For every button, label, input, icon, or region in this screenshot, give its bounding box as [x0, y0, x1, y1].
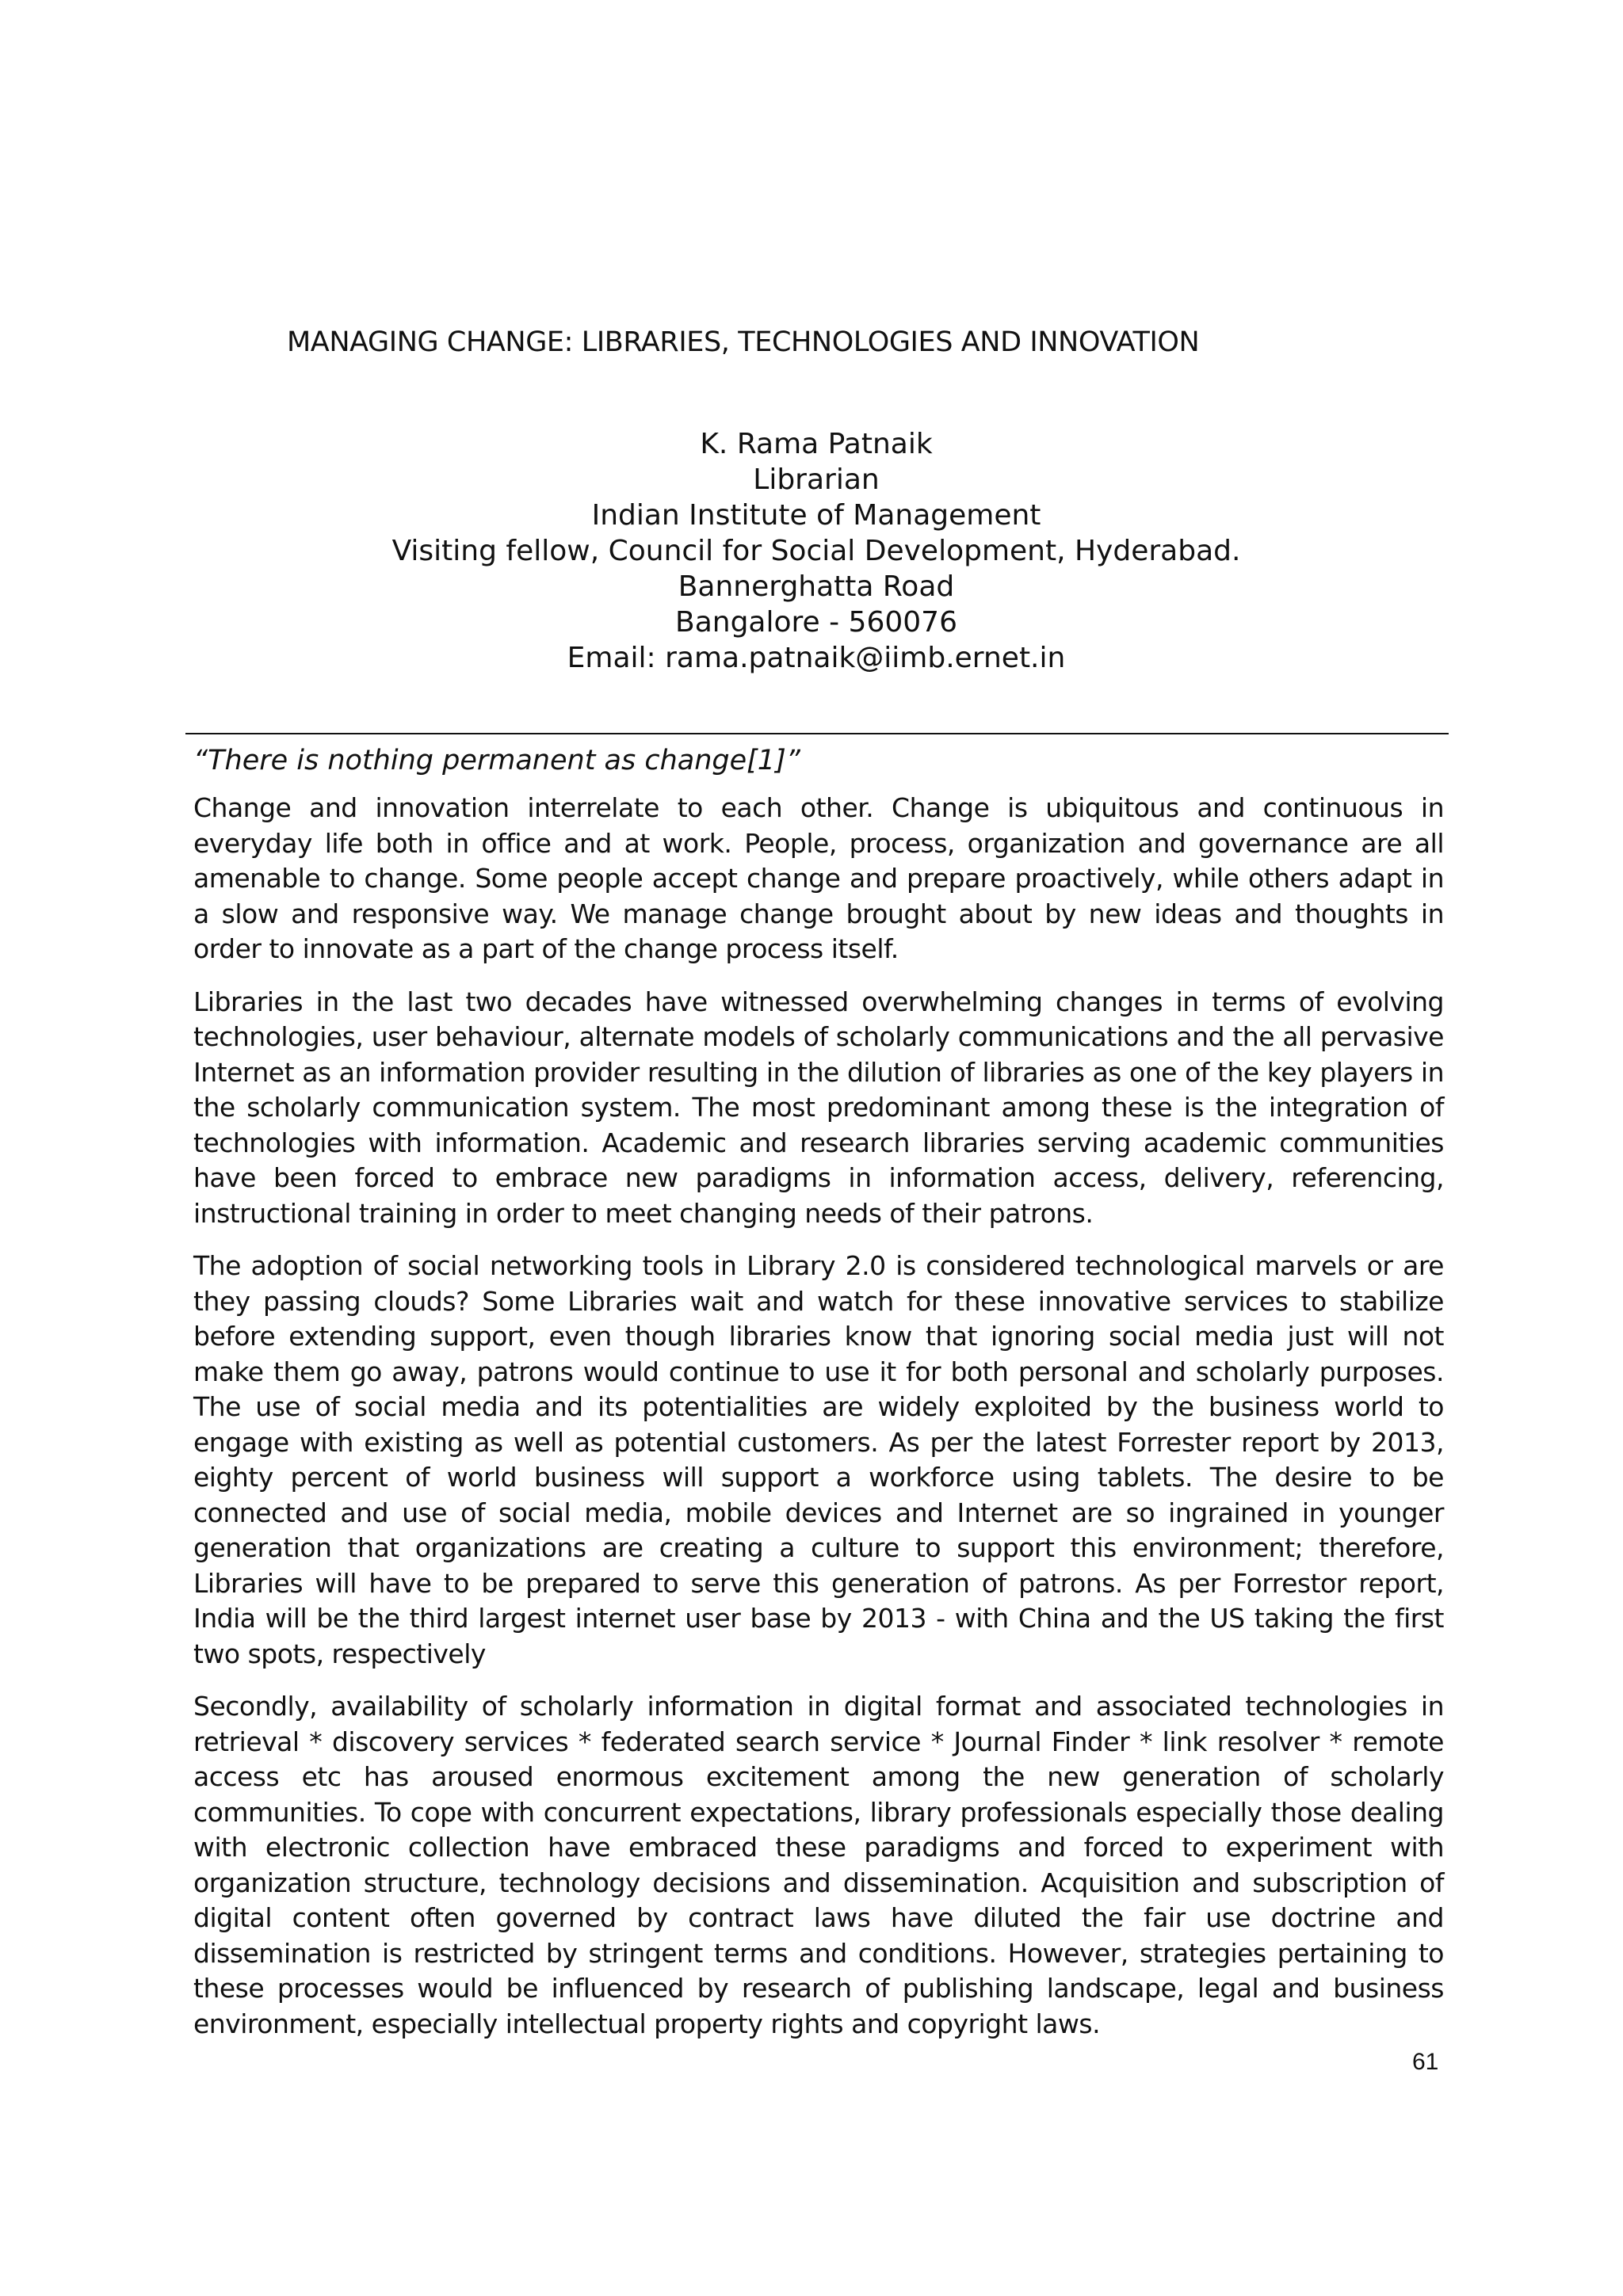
paper-title: MANAGING CHANGE: LIBRARIES, TECHNOLOGIES AND INNOVATION	[287, 326, 1200, 358]
author-city: Bangalore - 560076	[675, 606, 957, 639]
author-position: Librarian	[753, 463, 880, 496]
author-street: Bannerghatta Road	[678, 570, 955, 603]
author-name: K. Rama Patnaik	[700, 428, 933, 460]
paragraph-2: Libraries in the last two decades have witnessed overwhelming changes in terms of evolving technologies, user behaviour, alternate models of scholarly communications and the all pervasive Internet as an information provider resulting in the dilution of libraries as one of the key players in the scholarly communication system. The most predominant among these is the integration of technologies with information. Academic and research libraries serving academic communities have been forced to embrace new paradigms in information access, delivery, referencing, instructional training in order to meet changing needs of their patrons.	[193, 986, 1444, 1229]
paragraph-1: Change and innovation interrelate to each other. Change is ubiquitous and continuous in everyday life both in office and at work. People, process, organization and governance are all amenable to change. Some people accept change and prepare proactively, while others adapt in a slow and responsive way. We manage change brought about by new ideas and thoughts in order to innovate as a part of the change process itself.	[193, 792, 1444, 964]
page-number: 61	[1412, 2049, 1439, 2075]
section-divider	[185, 733, 1449, 734]
body-text	[193, 791, 1444, 2059]
epigraph-quote: “There is nothing permanent as change[1]”	[193, 745, 800, 776]
paragraph-3: The adoption of social networking tools in Library 2.0 is considered technological marvels or are they passing clouds? Some Libraries wait and watch for these innovative services to stabilize before extending support, even though libraries know that ignoring social media just will not make them go away, patrons would continue to use it for both personal and scholarly purposes. The use of social media and its potentialities are widely exploited by the business world to engage with existing as well as potential customers. As per the latest Forrester report by 2013, eighty percent of world business will support a workforce using tablets. The desire to be connected and use of social media, mobile devices and Internet are so ingrained in younger generation that organizations are creating a culture to support this environment; therefore, Libraries will have to be prepared to serve this generation of patrons. As per Forrestor report, India will be the third largest internet user base by 2013 - with China and the US taking the first two spots, respectively	[193, 1250, 1444, 1669]
author-institution: Indian Institute of Management	[591, 499, 1041, 532]
author-affiliation-block	[301, 426, 1331, 676]
paragraph-4: Secondly, availability of scholarly information in digital format and associated technologies in retrieval * discovery services * federated search service * Journal Finder * link resolver * remote access etc has aroused enormous excitement among the new generation of scholarly communities. To cope with concurrent expectations, library professionals especially those dealing with electronic collection have embraced these paradigms and forced to experiment with organization structure, technology decisions and dissemination. Acquisition and subscription of digital content often governed by contract laws have diluted the fair use doctrine and dissemination is restricted by stringent terms and conditions. However, strategies pertaining to these processes would be influenced by research of publishing landscape, legal and business environment, especially intellectual property rights and copyright laws.	[193, 1691, 1444, 2039]
author-email: Email: rama.patnaik@iimb.ernet.in	[567, 642, 1066, 674]
author-fellowship: Visiting fellow, Council for Social Development, Hyderabad.	[391, 535, 1241, 567]
